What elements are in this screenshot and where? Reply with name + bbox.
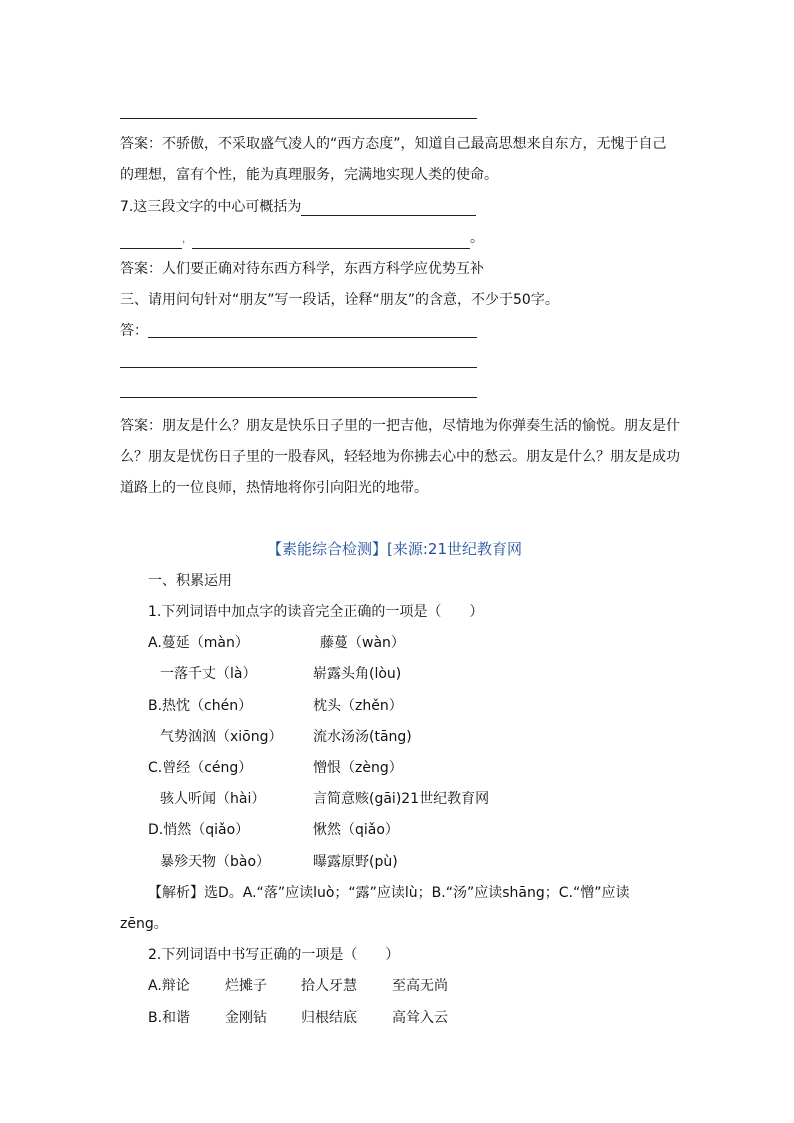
option-c-item: 憎恨（zèng）: [313, 760, 403, 776]
question-7: [120, 198, 476, 216]
section-title: [267, 540, 522, 558]
answer-label: 答：: [120, 323, 148, 339]
answer-text: 答案：朋友是什么？朋友是快乐日子里的一把吉他，尽情地为你弹奏生活的愉悦。朋友是什: [120, 418, 680, 434]
question-text: 7.这三段文字的中心可概括为: [120, 199, 302, 215]
option-a-item: 藤蔓（wàn）: [320, 635, 405, 651]
option-b: B.和谐: [148, 1010, 191, 1026]
part-3-heading: 三、请用问句针对“朋友”写一段话，诠释“朋友”的含意，不少于50字。: [120, 292, 559, 308]
option-b-item: 金刚钻: [225, 1010, 267, 1026]
option-a-item: 一落千丈（là）: [160, 666, 257, 682]
answer-text: 答案：人们要正确对待东西方科学，东西方科学应优势互补: [120, 261, 484, 277]
answer-text: 么？朋友是忧伤日子里的一股春风，轻轻地为你拂去心中的愁云。朋友是什么？朋友是成功: [120, 449, 680, 465]
option-a: A.蔓延（màn）: [148, 635, 249, 651]
option-b-item: 高耸入云: [392, 1010, 448, 1026]
option-b-item: 流水汤汤(tāng): [313, 729, 412, 745]
answer-underline: [148, 337, 477, 338]
answer-text: 的理想，富有个性，能为真理服务，完满地实现人类的使命。: [120, 167, 498, 183]
option-a-item: 至高无尚: [392, 978, 448, 994]
question-7-continued: [120, 229, 484, 249]
answer-text: 答案：不骄傲，不采取盛气凌人的“西方态度”，知道自己最高思想来自东方，无愧于自己: [120, 136, 667, 152]
section-source: [来源:21世纪教育网: [387, 540, 523, 558]
analysis-text: zēng。: [120, 916, 168, 932]
answer-underline: [120, 118, 477, 119]
answer-text: 道路上的一位良师，热情地将你引向阳光的地带。: [120, 480, 428, 496]
section-title-text: 【素能综合检测】: [267, 540, 388, 558]
option-d: D.悄然（qiǎo）: [148, 822, 250, 838]
question-2-stem: 2.下列词语中书写正确的一项是（ ）: [148, 947, 400, 963]
question-1-stem: 1.下列词语中加点字的读音完全正确的一项是（ ）: [148, 604, 484, 620]
answer-underline: [120, 367, 477, 368]
option-c-item: 言简意赅(gāi)21世纪教育网: [313, 791, 490, 807]
option-c: C.曾经（céng）: [148, 760, 253, 776]
option-a-item: 拾人牙慧: [301, 978, 357, 994]
option-a: A.辩论: [148, 978, 190, 994]
option-a-item: 崭露头角(lòu): [313, 666, 402, 682]
option-d-item: 愀然（qiǎo）: [313, 822, 399, 838]
option-d-item: 暴殄天物（bào）: [160, 854, 271, 870]
option-c-item: 骇人听闻（hài）: [160, 791, 266, 807]
option-a-item: 烂摊子: [225, 978, 267, 994]
fill-blank: [192, 234, 470, 249]
option-b: B.热忱（chén）: [148, 698, 253, 714]
period-mark: 。: [470, 230, 484, 246]
option-b-item: 气势汹汹（xiōng）: [160, 729, 283, 745]
analysis-text: 【解析】选D。A.“落”应读luò；“露”应读lù；B.“汤”应读shāng；C.“憎”应读: [148, 885, 630, 901]
fill-blank: [120, 234, 182, 249]
option-b-item: 归根结底: [301, 1010, 357, 1026]
fill-blank: [301, 201, 476, 216]
option-d-item: 曝露原野(pù): [313, 854, 398, 870]
option-b-item: 枕头（zhěn）: [313, 698, 403, 714]
answer-underline: [120, 397, 477, 398]
comma-mark: ，: [182, 234, 192, 245]
part-1-heading: 一、积累运用: [148, 573, 232, 589]
